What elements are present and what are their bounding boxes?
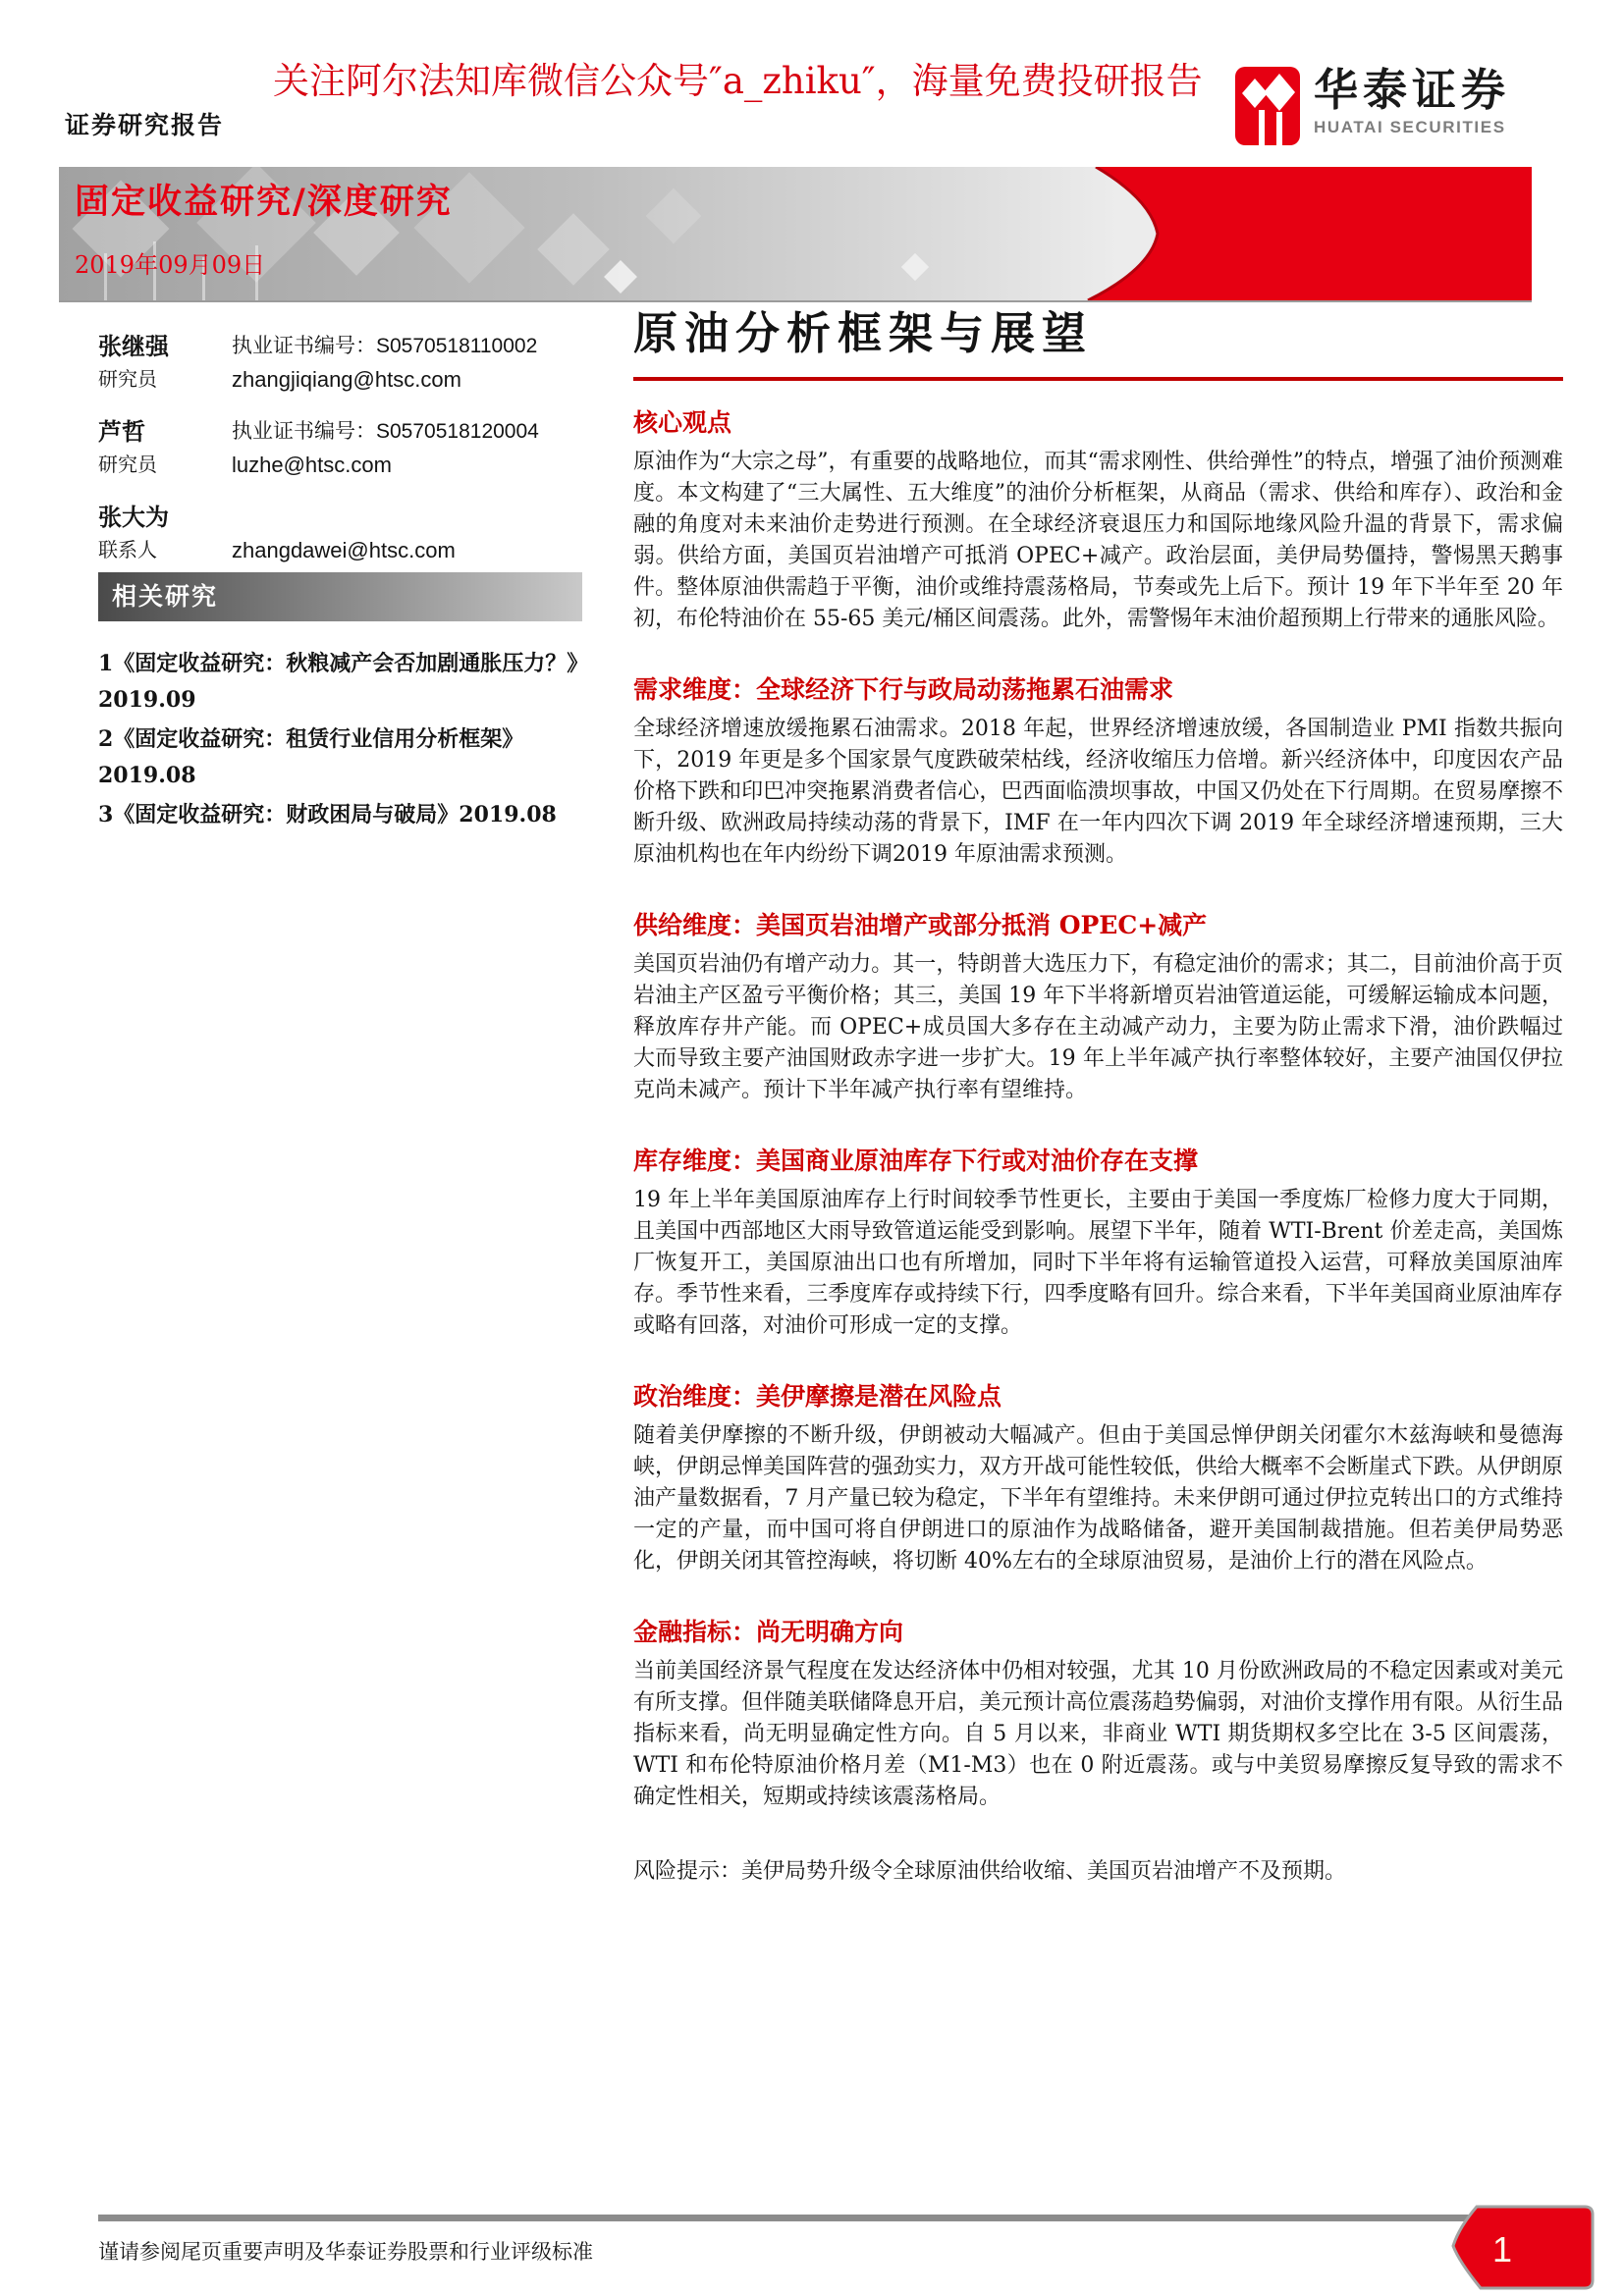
page-title: 原油分析框架与展望 [633, 307, 1094, 359]
banner-diamond-decoration [537, 213, 610, 286]
analyst-email: zhangdawei@htsc.com [232, 538, 456, 562]
section-body-supply: 美国页岩油仍有增产动力。其一，特朗普大选压力下，有稳定油价的需求；其二，目前油价高于页岩油主产区盈亏平衡价格；其三，美国 19 年下半将新增页岩油管道运能，可缓解运输成本问题，释放库存井产能。而 OPEC+成员国大多存在主动减产动力，主要为防止需求下滑，油价跌幅过大而导致主要产油国财政赤字进一步扩大。19 年上半年减产执行率整体较好，主要产油国仅伊拉克尚未减产。预计下半年减产执行率有望维持。 [633, 952, 1563, 1102]
title-divider [633, 377, 1563, 381]
section-heading-supply: 供给维度：美国页岩油增产或部分抵消 OPEC+减产 [633, 911, 1208, 939]
section-heading-demand: 需求维度：全球经济下行与政局动荡拖累石油需求 [633, 675, 1174, 704]
related-research-item: 2《固定收益研究：租赁行业信用分析框架》2019.08 [98, 726, 524, 788]
report-type-label: 证券研究报告 [65, 111, 225, 139]
banner-diamond-decoration [604, 260, 637, 294]
analyst-cert: 执业证书编号：S0570518110002 [232, 335, 538, 357]
category-banner [59, 167, 1532, 302]
analyst-name: 张大为 [98, 503, 169, 531]
related-research-item: 3《固定收益研究：财政困局与破局》2019.08 [98, 802, 557, 828]
analyst-row [98, 501, 594, 566]
report-category: 固定收益研究/深度研究 [75, 182, 453, 222]
section-body-demand: 全球经济增速放缓拖累石油需求。2018 年起，世界经济增速放缓，各国制造业 PMI 指数共振向下，2019 年更是多个国家景气度跌破荣枯线，经济收缩压力倍增。新兴经济体中，印度因农产品价格下跌和印巴冲突拖累消费者信心，巴西面临溃坝事故，中国又仍处在下行周期。在贸易摩擦不断升级、欧洲政局持续动荡的背景下，IMF 在一年内四次下调 2019 年全球经济增速预期，三大原油机构也在年内纷纷下调2019 年原油需求预测。 [633, 717, 1563, 867]
analyst-row [98, 415, 594, 481]
banner-diamond-decoration [646, 188, 702, 244]
section-body-core: 原油作为“大宗之母”，有重要的战略地位，而其“需求刚性、供给弹性”的特点，增强了油价预测难度。本文构建了“三大属性、五大维度”的油价分析框架，从商品（需求、供给和库存）、政治和金融的角度对未来油价走势进行预测。在全球经济衰退压力和国际地缘风险升温的背景下，需求偏弱。供给方面，美国页岩油增产可抵消 OPEC+减产。政治层面，美伊局势僵持，警惕黑天鹅事件。整体原油供需趋于平衡，油价或维持震荡格局，节奏或先上后下。预计 19 年下半年至 20 年初，布伦特油价在 55-65 美元/桶区间震荡。此外，需警惕年末油价超预期上行带来的通胀风险。 [633, 450, 1563, 631]
section-body-inventory: 19 年上半年美国原油库存上行时间较季节性更长，主要由于美国一季度炼厂检修力度大于同期，且美国中西部地区大雨导致管道运能受到影响。展望下半年，随着 WTI-Brent 价差走高，美国炼厂恢复开工，美国原油出口也有所增加，同时下半年将有运输管道投入运营，可释放美国原油库存。季节性来看，三季度库存或持续下行，四季度略有回升。综合来看，下半年美国商业原油库存或略有回落，对油价可形成一定的支撑。 [633, 1188, 1563, 1338]
page-number: 1 [1492, 2229, 1513, 2269]
main-content [633, 297, 1563, 1909]
huatai-logo [1235, 64, 1511, 149]
banner-diamond-decoration [901, 253, 929, 281]
brand-name-cn: 华泰证券 [1314, 64, 1511, 116]
related-research-item: 1《固定收益研究：秋粮减产会否加剧通胀压力？》2019.09 [98, 651, 589, 713]
analyst-cert [232, 501, 594, 534]
section-body-finance: 当前美国经济景气程度在发达经济体中仍相对较强，尤其 10 月份欧洲政局的不稳定因素或对美元有所支撑。但伴随美联储降息开启，美元预计高位震荡趋势偏弱，对油价支撑作用有限。从衍生品指标来看，尚无明显确定性方向。自 5 月以来，非商业 WTI 期货期权多空比在 3-5 区间震荡，WTI 和布伦特原油价格月差（M1-M3）也在 0 附近震荡。或与中美贸易摩擦反复导致的需求不确定性相关，短期或持续该震荡格局。 [633, 1659, 1563, 1809]
banner-red-ribbon [1060, 167, 1532, 302]
analyst-role: 联系人 [98, 538, 157, 561]
huatai-logo-icon [1235, 67, 1300, 149]
analyst-name: 张继强 [98, 332, 169, 360]
section-body-politics: 随着美伊摩擦的不断升级，伊朗被动大幅减产。但由于美国忌惮伊朗关闭霍尔木兹海峡和曼德海峡，伊朗忌惮美国阵营的强劲实力，双方开战可能性较低，供给大概率不会断崖式下跌。从伊朗原油产量数据看，7 月产量已较为稳定，下半年有望维持。未来伊朗可通过伊拉克转出口的方式维持一定的产量，而中国可将自伊朗进口的原油作为战略储备，避开美国制裁措施。但若美伊局势恶化，伊朗关闭其管控海峡，将切断 40%左右的全球原油贸易，是油价上行的潜在风险点。 [633, 1423, 1563, 1574]
section-heading-core: 核心观点 [633, 408, 732, 437]
page-number-badge [1435, 2201, 1604, 2296]
analyst-email: zhangjiqiang@htsc.com [232, 367, 461, 392]
risk-warning: 风险提示：美伊局势升级令全球原油供给收缩、美国页岩油增产不及预期。 [633, 1859, 1347, 1884]
promo-banner-text: 关注阿尔法知库微信公众号″a_zhiku″，海量免费投研报告 [273, 60, 1203, 102]
analyst-name: 芦哲 [98, 417, 145, 446]
brand-name-en: HUATAI SECURITIES [1314, 118, 1506, 137]
analyst-email: luzhe@htsc.com [232, 453, 392, 477]
analyst-block [98, 330, 594, 586]
analyst-row [98, 330, 594, 396]
analyst-role: 研究员 [98, 453, 157, 476]
report-date: 2019年09月09日 [75, 251, 266, 279]
analyst-cert: 执业证书编号：S0570518120004 [232, 420, 539, 443]
related-research-header: 相关研究 [98, 572, 582, 621]
section-heading-politics: 政治维度：美伊摩擦是潜在风险点 [633, 1382, 1002, 1411]
footer-disclaimer: 谨请参阅尾页重要声明及华泰证券股票和行业评级标准 [98, 2240, 593, 2264]
analyst-role: 研究员 [98, 367, 157, 391]
section-heading-inventory: 库存维度：美国商业原油库存下行或对油价存在支撑 [633, 1147, 1199, 1175]
section-heading-finance: 金融指标：尚无明确方向 [633, 1618, 904, 1646]
footer-divider [98, 2215, 1565, 2221]
related-research-list [98, 646, 592, 836]
